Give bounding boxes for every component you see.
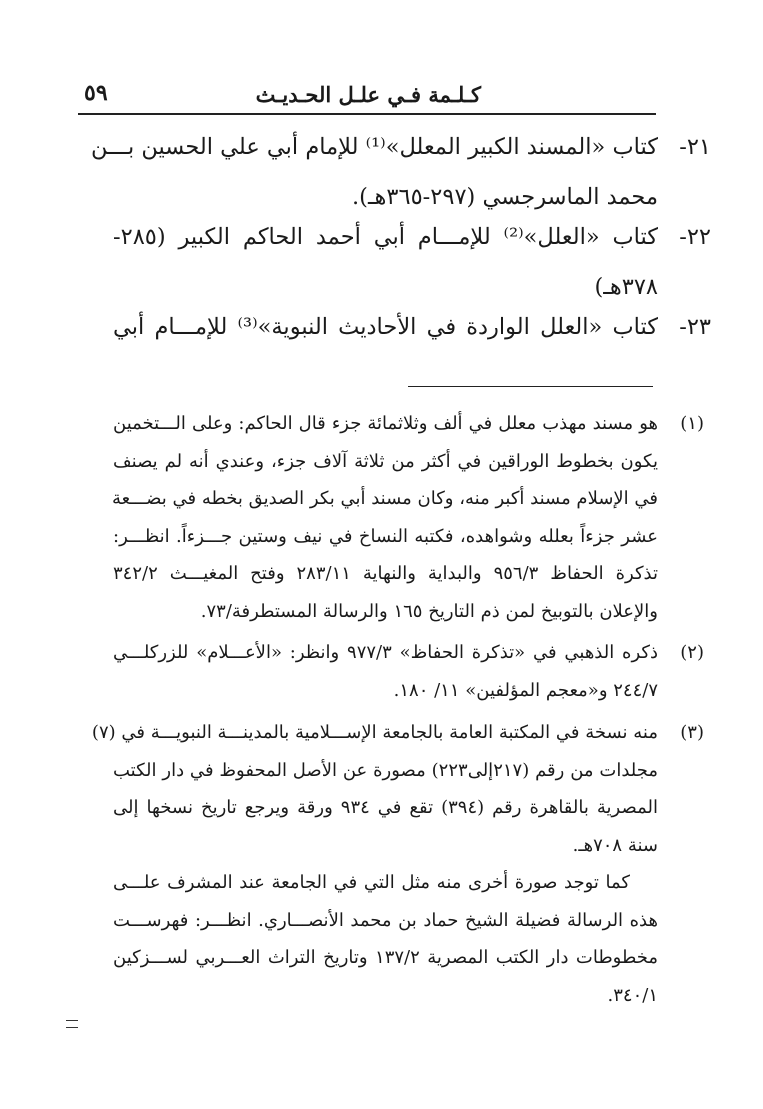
footnote-separator	[408, 386, 653, 387]
footnote-line: ٢٤٤/٧ و«معجم المؤلفين» ١١/ ١٨٠.	[393, 679, 658, 701]
footnote-line: هو مسند مهذب معلل في ألف وثلاثمائة جزء قال الحاكم: وعلى الـــتخمين	[113, 413, 658, 434]
entry-22	[113, 212, 711, 312]
footnote-number: (١)	[680, 413, 704, 434]
entry-line: كتاب «المسند الكبير المعلل»⁽¹⁾ للإمام أبي علي الحسين بـــن	[91, 134, 658, 160]
footnote-line: ذكره الذهبي في «تذكرة الحفاظ» ٩٧٧/٣ وانظر: «الأعـــلام» للزركلـــي	[113, 642, 658, 663]
footnote-line: في الإسلام مسند أكبر منه، وكان مسند أبي بكر الصديق بخطه في بضـــعة	[112, 488, 658, 509]
entry-number: ٢٣-	[679, 314, 711, 340]
footnote-line: المصرية بالقاهرة رقم (٣٩٤) تقع في ٩٣٤ ورقة ويرجع تاريخ نسخها إلى	[113, 797, 658, 818]
closing-paragraph	[113, 864, 658, 1014]
footnote-2	[113, 634, 704, 709]
footnote-3	[91, 714, 704, 864]
footnote-number: (٣)	[680, 722, 704, 743]
entry-23	[113, 302, 711, 352]
paragraph-line: ٣٤٠/١.	[607, 984, 658, 1006]
footnote-line: يكون بخطوط الوراقين في أكثر من ثلاثة آلاف جزء، وعندي أنه لم يصنف	[113, 450, 658, 472]
entry-number: ٢١-	[679, 134, 711, 160]
header-rule	[78, 113, 656, 115]
entry-line: كتاب «العلل»⁽²⁾ للإمـــام أبي أحمد الحاكم الكبير (٢٨٥-	[113, 224, 658, 250]
running-title: كـلـمة فـي علـل الحـديـث	[255, 82, 481, 107]
entry-line: ٣٧٨هـ)	[594, 274, 658, 300]
footnote-line: مجلدات من رقم (٢١٧إلى٢٢٣) مصورة عن الأصل المحفوظ في دار الكتب	[113, 759, 658, 781]
scan-mark	[66, 1020, 78, 1028]
entry-line: محمد الماسرجسي (٢٩٧-٣٦٥هـ).	[352, 184, 658, 210]
entry-21	[91, 122, 711, 222]
paragraph-line: مخطوطات دار الكتب المصرية ١٣٧/٢ وتاريخ التراث العـــربي لســـزكين	[113, 947, 658, 968]
footnote-1	[112, 405, 704, 630]
page-number: ٥٩	[84, 80, 108, 106]
footnote-line: تذكرة الحفاظ ٩٥٦/٣ والبداية والنهاية ٢٨٣/١١ وفتح المغيـــث ٣٤٢/٢	[113, 563, 658, 584]
page-header	[78, 78, 656, 112]
footnote-line: عشر جزءاً بعلله وشواهده، فكتبه النساخ في نيف وستين جـــزءاً. انظـــر:	[113, 525, 658, 547]
entry-number: ٢٢-	[679, 224, 711, 250]
paragraph-line: كما توجد صورة أخرى منه مثل التي في الجامعة عند المشرف علـــى	[113, 872, 630, 893]
footnote-number: (٢)	[680, 642, 704, 663]
footnote-line: سنة ٧٠٨هـ.	[572, 834, 658, 856]
paragraph-line: هذه الرسالة فضيلة الشيخ حماد بن محمد الأنصـــاري. انظـــر: فهرســـت	[113, 909, 658, 931]
footnote-line: والإعلان بالتوبيخ لمن ذم التاريخ ١٦٥ والرسالة المستطرفة/٧٣.	[200, 600, 658, 622]
footnote-line: منه نسخة في المكتبة العامة بالجامعة الإســـلامية بالمدينـــة النبويـــة في (٧)	[91, 722, 658, 743]
entry-line: كتاب «العلل الواردة في الأحاديث النبوية»⁽³⁾ للإمـــام أبي	[113, 314, 659, 340]
